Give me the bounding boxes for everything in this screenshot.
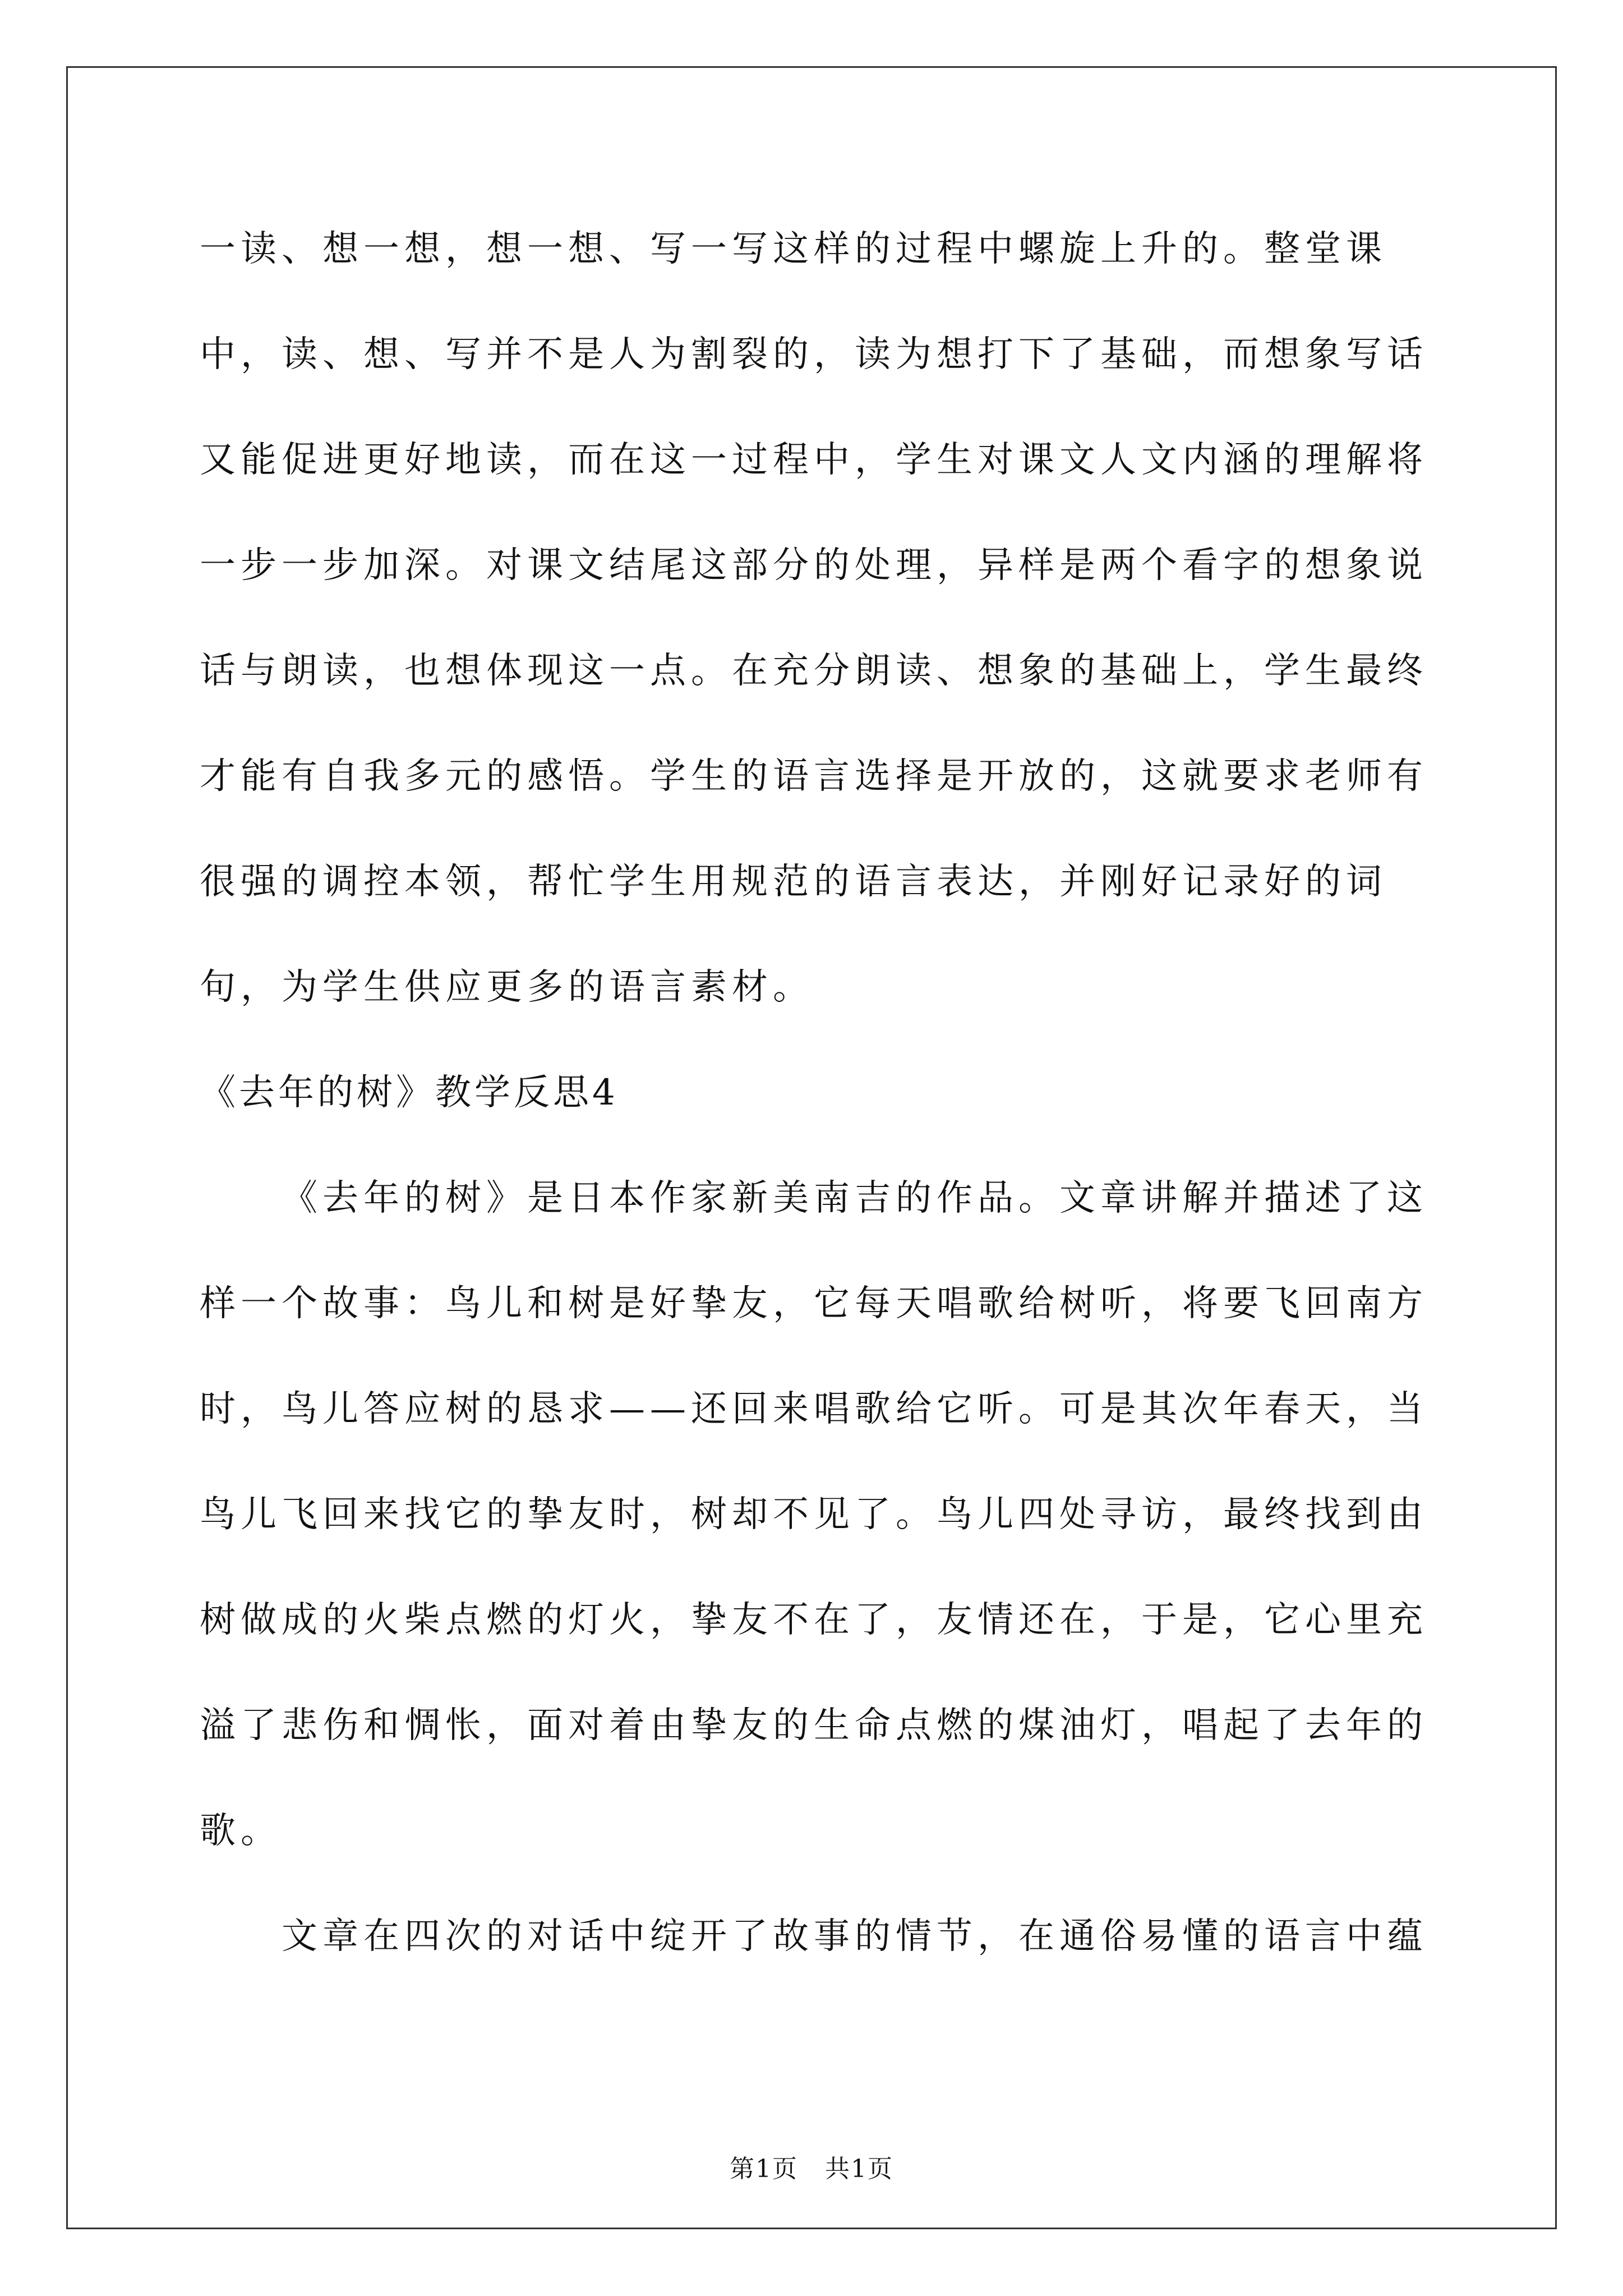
paragraph-continuation: 一读、想一想，想一想、写一写这样的过程中螺旋上升的。整堂课中，读、想、写并不是人为割裂的，读为想打下了基础，而想象写话又能促进更好地读，而在这一过程中，学生对课文人文内涵的理解将一步一步加深。对课文结尾这部分的处理，异样是两个看字的想象说话与朗读，也想体现这一点。在充分朗读、想象的基础上，学生最终才能有自我多元的感悟。学生的语言选择是开放的，这就要求老师有很强的调控本领，帮忙学生用规范的语言表达，并刚好记录好的词句，为学生供应更多的语言素材。 [200, 228, 1428, 1008]
page-number-current: 第1页 [730, 2155, 798, 2183]
page-number-total: 共1页 [825, 2155, 893, 2183]
document-body [200, 196, 1428, 1989]
page-footer [0, 2148, 1623, 2184]
paragraph-intro: 《去年的树》是日本作家新美南吉的作品。文章讲解并描述了这样一个故事：鸟儿和树是好挚友，它每天唱歌给树听，将要飞回南方时，鸟儿答应树的恳求——还回来唱歌给它听。可是其次年春天，当鸟儿飞回来找它的挚友时，树却不见了。鸟儿四处寻访，最终找到由树做成的火柴点燃的灯火，挚友不在了，友情还在，于是，它心里充溢了悲伤和惆怅，面对着由挚友的生命点燃的煤油灯，唱起了去年的歌。 [200, 1177, 1428, 1852]
section-title: 《去年的树》教学反思4 [200, 1072, 619, 1114]
paragraph-analysis: 文章在四次的对话中绽开了故事的情节，在通俗易懂的语言中蕴 [282, 1916, 1428, 1957]
